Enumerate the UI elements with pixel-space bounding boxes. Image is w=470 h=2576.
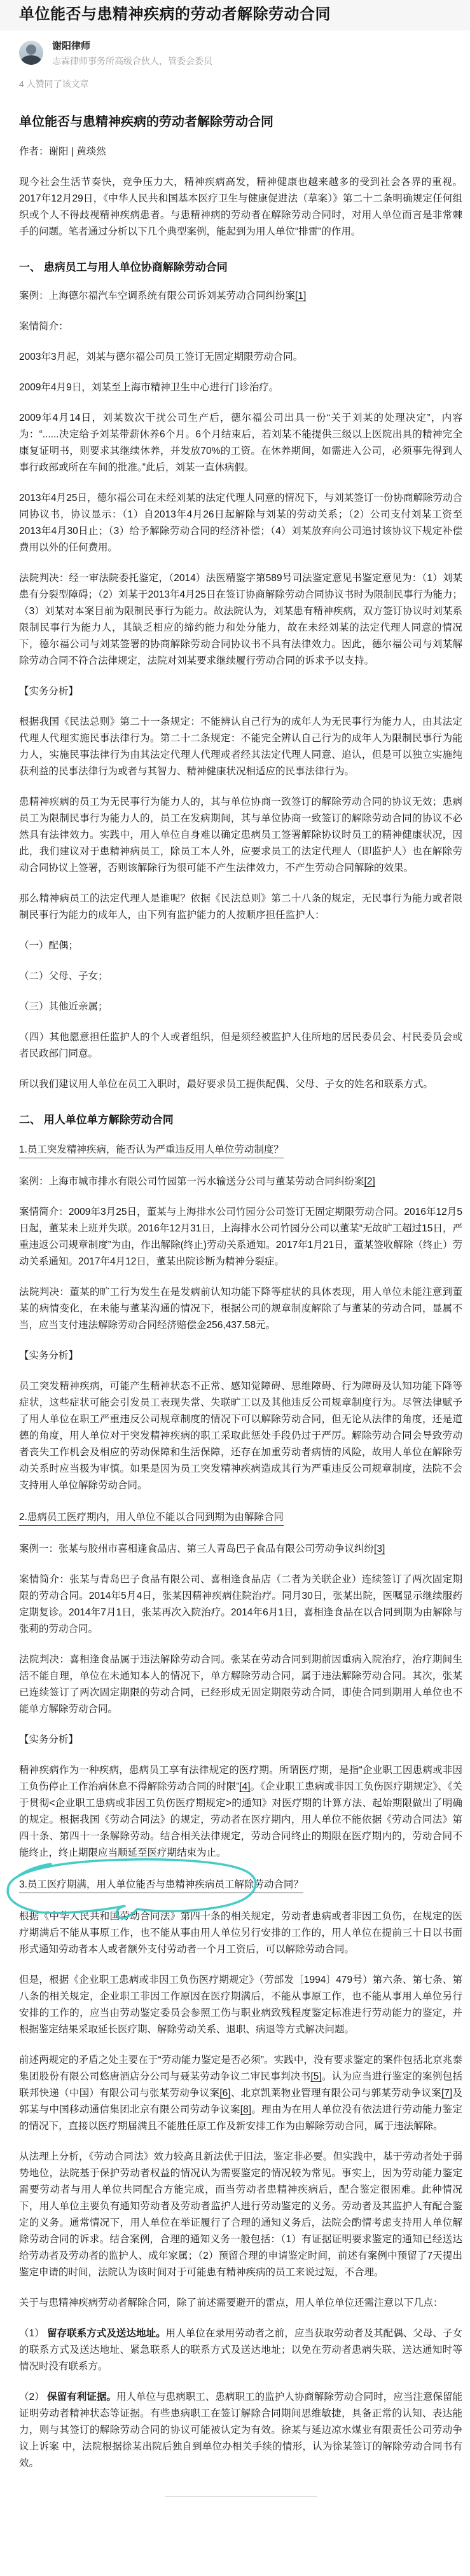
article-paragraph: 2003年3月起，刘某与德尔福公司员工签订无固定期限劳动合同。	[19, 352, 303, 362]
article-paragraph	[19, 2389, 462, 2472]
article-paragraph	[19, 2326, 462, 2375]
footnote-ref[interactable]: [1]	[295, 291, 307, 301]
section-divider	[165, 2496, 317, 2497]
bold-lead-text: 保留有利证据。	[47, 2392, 116, 2402]
paragraph-text: 用人单位与患病职工、患病职工的监护人协商解除劳动合同时，应当注意保留能证明劳动者精神状态等证据。有些患病职工在签订解除合同期间思维敏捷，具备正常的认知、表达能力，则与其签订的解除劳动合同的协议可能被认定为有效。徐某与延边凉水煤业有限责任公司劳动争议上诉案 中，法院根据徐某出院后独自到单位办相关手续的情形，认为徐某签订的解除劳动合同书有效。	[19, 2392, 462, 2469]
article-paragraph: 法院判决：董某的旷工行为发生在是发病前认知功能下降等症状的具体表现，用人单位未能注意到董某的病情变化，在未能与董某沟通的情况下，根据公司的规章制度解除了与董某的劳动合同，显属不当，应当支付违法解除劳动合同经济赔偿金256,437.58元。	[19, 1287, 462, 1331]
footnote-ref[interactable]: [6]	[219, 2088, 231, 2099]
highlighted-heading-wrap	[19, 1877, 462, 1893]
author-info	[52, 41, 212, 67]
article-paragraph: 2009年4月14日，刘某数次干扰公司生产后，德尔福公司出具一份“关于刘某的处理决定”，内容为：“......决定给予刘某带薪休养6个月。6个月结束后，若刘某不能提供三级以上医院出具的精神完全康复证明书，则要求其继续休养，并发放70%的工资。在休养期间，如需进入公司，必须事先得到人事行政部或所在车间的批准。”此后，刘某一直休病假。	[19, 413, 462, 473]
article-paragraph: （一）配偶；	[19, 940, 79, 951]
article-paragraph: 但是，根据《企业职工患病或非因工负伤医疗期规定》（劳部发〔1994〕479号）第六条、第七条、第八条的相关规定，企业职工非因工作原因在医疗期满后，不能从事原工作，也不能从事用人单位另行安排的工作的，应当由劳动鉴定委员会参照工伤与职业病致残程度鉴定标准进行劳动能力的鉴定，并根据鉴定结果采取延长医疗期、解除劳动关系、退职、病退等方式解决问题。	[19, 1975, 462, 2035]
author-name[interactable]: 谢阳律师	[52, 41, 91, 51]
article-paragraph: 法院判决：喜相逢食品属于违法解除劳动合同。张某在劳动合同到期前因重病入院治疗，治疗期间生活不能自理，单位在未通知本人的情况下，单方解除劳动合同，属于违法解除劳动合同。其次，张某已连续签订了两次固定期限的劳动合同，已经形成无固定期限劳动合同，即使合同到期用人单位也不能单方解除劳动合同。	[19, 1654, 462, 1715]
article-paragraph: 2013年4月25日，德尔福公司在未经刘某的法定代理人同意的情况下，与刘某签订一份协商解除劳动合同协议书，协议显示：（1）自2013年4月26日起解除与刘某的劳动关系；（2）公司支付刘某工资至2013年4月30日止；（3）给予解除劳动合同的经济补偿；（4）刘某放弃向公司追讨该协议下规定补偿费用以外的任何费用。	[19, 493, 462, 553]
footnote-ref[interactable]: [3]	[374, 1544, 385, 1554]
article-paragraph: 案例：上海德尔福汽车空调系统有限公司诉刘某劳动合同纠纷案[1]	[19, 291, 307, 301]
author-bio: 志霖律师事务所高级合伙人，管委会委员	[52, 56, 212, 66]
article	[0, 111, 470, 2497]
article-paragraph: 2009年4月9日，刘某至上海市精神卫生中心进行门诊治疗。	[19, 382, 279, 393]
article-paragraph: 患精神疾病的员工为无民事行为能力人的，其与单位协商一致签订的解除劳动合同的协议无效；患病员工为限制民事行为能力人的，员工在发病期间，其与单位协商一致签订的解除劳动合同的协议不必然具有法律效力。实践中，用人单位自身难以确定患病员工签署解除协议时员工的精神健康状况，因此，我们建议对于患精神病员工，除员工本人外，应要求员工的法定代理人（即监护人）也在解除劳动合同协议上签署，否则该解除行为很可能不产生法律效力，不产生劳动合同解除的效果。	[19, 797, 462, 874]
article-paragraph: （三）其他近亲属；	[19, 1001, 108, 1012]
likes-count: 4 人赞同了该文章	[19, 79, 89, 89]
article-paragraph: 【实务分析】	[19, 686, 79, 697]
footnote-ref[interactable]: [7]	[441, 2088, 453, 2099]
paragraph-text: （1）	[19, 2328, 48, 2339]
article-paragraph: 案情简介：	[19, 321, 69, 332]
underlined-text: 2.患病员工医疗期内，用人单位不能以合同到期为由解除合同	[19, 1512, 284, 1526]
article-paragraph: 根据《中华人民共和国劳动合同法》第四十条的相关规定，劳动者患病或者非因工负伤，在规定的医疗期满后不能从事原工作，也不能从事由用人单位另行安排的工作的，用人单位在提前三十日以书面形式通知劳动者本人或者额外支付劳动者一个月工资后，可以解除劳动合同。	[19, 1911, 462, 1955]
article-paragraph: 案例一：张某与胶州市喜相逢食品店、第三人青岛巴子食品有限公司劳动争议纠纷[3]	[19, 1544, 385, 1554]
article-paragraph: 关于与患精神疾病劳动者解除合同，除了前述需要避开的雷点，用人单位单位还需注意以下几点：	[19, 2298, 443, 2308]
article-paragraph: 根据我国《民法总则》第二十一条规定：不能辨认自己行为的成年人为无民事行为能力人，由其法定代理人代理实施民事法律行为。第二十二条规定：不能完全辨认自己行为的成年人为限制民事行为能力人，实施民事法律行为由其法定代理人代理或者经其法定代理人同意、追认，但是可以独立实施纯获利益的民事法律行为或者与其智力、精神健康状况相适应的民事法律行为。	[19, 716, 462, 777]
article-paragraph: 精神疾病作为一种疾病，患病员工享有法律规定的医疗期。所谓医疗期，是指“企业职工因患病或非因工负伤停止工作治病休息不得解除劳动合同的时限”[4]。《企业职工患病或非因工负伤医疗期规定》、《关于贯彻<企业职工患病或非因工负伤医疗期规定>的通知》对医疗期的计算方法、起始期限做出了明确的规定。根据我国《劳动合同法》的规定，劳动者在医疗期内，用人单位不能依据《劳动合同法》第四十条、第四十一条解除劳动。结合相关法律规定，劳动合同终止的期限在医疗期内的，劳动合同不能终止，终止期限应当顺延至医疗期结束为止。	[19, 1765, 462, 1858]
article-paragraph: （四）其他愿意担任监护人的个人或者组织，但是须经被监护人住所地的居民委员会、村民委员会或者民政部门同意。	[19, 1032, 462, 1059]
footnote-ref[interactable]: [4]	[239, 1781, 251, 1792]
sub-question-heading	[19, 1877, 462, 1893]
article-paragraph: 【实务分析】	[19, 1734, 79, 1745]
article-paragraph: 所以我们建议用人单位在员工入职时，最好要求员工提供配偶、父母、子女的姓名和联系方式。	[19, 1079, 434, 1090]
title-band	[0, 0, 470, 31]
article-paragraph: 前述两规定的矛盾之处主要在于“劳动能力鉴定是否必须”。实践中，没有要求鉴定的案件包括北京兆泰集团股份有限公司悠唐酒店分公司与聂某劳动争议二审民事判决书[5]。认为应当进行鉴定的案例包括联邦快递（中国）有限公司与张某劳动争议案[6]、北京凯莱物业管理有限公司与郭某劳动争议案[7]及郭某与中国移动通信集团北京有限公司劳动争议案[8]。理由为在用人单位没有依法进行劳动能力鉴定的情况下，直接以医疗期届满且不能胜任原工作及新安排工作为由解除劳动合同，属于违法解除。	[19, 2055, 462, 2132]
bold-lead-text: 留存联系方式及送达地址。	[47, 2328, 166, 2339]
article-paragraph: （二）父母、子女；	[19, 971, 108, 982]
author-avatar[interactable]	[19, 41, 43, 65]
article-paragraph: 从法理上分析，《劳动合同法》效力较高且新法优于旧法，鉴定非必要。但实践中，基于劳动者处于弱势地位，法院基于保护劳动者权益的情况认为需要鉴定的情况较为常见。事实上，因为劳动能力鉴定需要劳动者与用人单位共同配合方能完成，而当劳动者患精神疾病后，配合鉴定很困难。此种情况下，用人单位主要负有通知劳动者及劳动者监护人进行劳动鉴定的义务。劳动者及其监护人有配合鉴定的义务。通常情况下，用人单位在举证履行了合理的通知义务后，法院会酌情考虑支持用人单位解除劳动合同的诉求。结合案例，合理的通知义务一般包括：（1）有证据证明要求鉴定的通知已经送达给劳动者及劳动者的监护人、成年家属；（2）预留合理的申请鉴定时间，前述有案例中预留了7天提出鉴定申请的时间，法院认为该时间对于可能患有精神疾病的员工来说过短，不合理。	[19, 2151, 462, 2278]
sub-question-heading	[19, 1509, 462, 1526]
footnote-ref[interactable]: [5]	[310, 2071, 322, 2082]
underlined-text: 1.员工突发精神疾病，能否认为严重违反用人单位劳动制度？	[19, 1144, 284, 1158]
article-paragraph: 那么精神病员工的法定代理人是谁呢？依据《民法总则》第二十八条的规定，无民事行为能力或者限制民事行为能力的成年人，由下列有监护能力的人按顺序担任监护人：	[19, 893, 462, 921]
article-byline: 作者：谢阳 | 黄琰然	[19, 146, 106, 157]
article-paragraph: 【实务分析】	[19, 1350, 79, 1361]
article-paragraph: 案例：上海市城市排水有限公司竹园第一污水输送分公司与董某劳动合同纠纷案[2]	[19, 1176, 375, 1187]
underlined-text: 3.员工医疗期满，用人单位能否与患精神疾病员工解除劳动合同？	[19, 1879, 303, 1893]
author-row	[19, 41, 451, 67]
article-body	[19, 174, 462, 2497]
article-paragraph: 员工突发精神疾病，可能产生精神状态不正常、感知觉障碍、思维障碍、行为障碍及认知功能下降等症状，这些症状可能会引发员工表现失常、失联旷工以及其他违反公司规章制度行为。尽管法律赋予了用人单位在职工严重违反公司规章制度的情况下可以解除劳动合同，但无论从法律的角度，还是道德的角度，用人单位对于突发精神疾病的职工采取此惩处手段仍过于严厉。解除劳动合同会导致劳动者丧失工作机会及相应的劳动保障和生活保障，还存在加重劳动者病情的风险，故用人单位在解除劳动关系时应当极为审慎。如果是因为员工突发精神疾病造成其行为严重违反公司规章制度，法院不会支持用人单位解除劳动合同。	[19, 1381, 462, 1491]
section-heading: 二、 用人单位单方解除劳动合同	[19, 1114, 174, 1126]
page-title: 单位能否与患精神疾病的劳动者解除劳动合同	[19, 6, 331, 23]
article-title: 单位能否与患精神疾病的劳动者解除劳动合同	[19, 115, 273, 129]
article-paragraph: 法院判决：经一审法院委托鉴定，（2014）法医精鉴字第589号司法鉴定意见书鉴定意见为：（1）刘某患有分裂型障碍；（2）刘某于2013年4月25日在签订协商解除劳动合同协议书时为限制民事行为能力；（3）刘某对本案目前为限制民事行为能力。故法院认为，刘某患有精神疾病，双方签订协议时刘某系限制民事行为能力人，其缺乏相应的缔约能力和处分能力，故在未经刘某的法定代理人同意的情况下，德尔福公司与刘某签署的协商解除劳动合同协议书不具有法律效力。因此，德尔福公司与刘某解除劳动合同不符合法律规定，法院对刘某要求继续履行劳动合同的诉求予以支持。	[19, 573, 462, 666]
paragraph-text: 用人单位在录用劳动者之前，应当获取劳动者及其配偶、父母、子女的联系方式及送达地址、紧急联系人的联系方式及送达地址；以免在劳动者患病失联、送达通知时等情况时没有联系方。	[19, 2328, 462, 2372]
article-header	[0, 0, 470, 90]
footnote-ref[interactable]: [8]	[240, 2104, 252, 2115]
footnote-ref[interactable]: [2]	[364, 1176, 375, 1187]
section-heading: 一、 患病员工与用人单位协商解除劳动合同	[19, 261, 228, 273]
sub-question-heading	[19, 1142, 462, 1158]
article-paragraph: 现今社会生活节奏快，竞争压力大，精神疾病高发，精神健康也越来越多的受到社会各界的重视。2017年12月29日，《中华人民共和国基本医疗卫生与健康促进法（草案）》第二十二条明确规定任何组织或个人不得歧视精神疾病患者。与患精神病的劳动者在解除劳动合同时，对用人单位而言是非常棘手的问题。笔者通过分析以下几个典型案例，能起到为用人单位“排雷”的作用。	[19, 177, 462, 237]
article-paragraph: 案情简介：张某与青岛巴子食品有限公司、喜相逢食品店（二者为关联企业）连续签订了两次固定期限的劳动合同。2014年5月4日，张某因精神疾病住院治疗。同月30日，张某出院，医嘱显示继续服药定期复诊。2014年7月1日，张某再次入院治疗。2014年6月1日，喜相逢食品在以合同到期为由解除与张莉的劳动合同。	[19, 1574, 462, 1634]
article-paragraph: 案情简介：2009年3月25日，董某与上海排水公司竹园分公司签订无固定期限劳动合同。2016年12月5日起，董某未上班并失联。2016年12月31日，上海排水公司竹园分公司以董某“无故旷工超过15日，严重违返公司规章制度”为由，作出解除(终止)劳动关系通知。2017年1月21日，董某签收解除（终止）劳动关系通知。2017年4月12日，董某出院诊断为精神分裂症。	[19, 1207, 462, 1267]
paragraph-text: （2）	[19, 2392, 48, 2402]
